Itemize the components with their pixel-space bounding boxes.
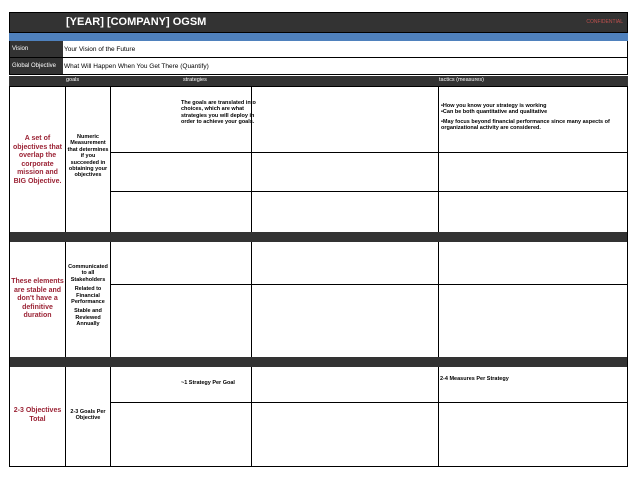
grid-divider xyxy=(438,242,439,357)
goals-header: goals xyxy=(66,77,80,83)
confidential-label: CONFIDENTIAL xyxy=(586,19,623,25)
goal-description-2 xyxy=(66,264,110,328)
goal-line: Communicated to all Stakeholders xyxy=(68,264,108,283)
objective-description-3: 2-3 Objectives Total xyxy=(13,407,62,423)
tactics-description-3: 2-4 Measures Per Strategy xyxy=(440,376,509,382)
grid-divider xyxy=(110,367,111,466)
grid-row-line xyxy=(110,284,627,285)
accent-bar xyxy=(9,33,628,41)
objective-description-1: A set of objectives that overlap the corporate mission and BIG Objective. xyxy=(12,135,62,185)
strategy-description-1: The goals are translated into choices, which are what strategies you will deploy in order to achieve your goals. xyxy=(181,100,256,126)
global-objective-label: Global Objective xyxy=(10,58,63,74)
title-banner xyxy=(9,12,628,33)
global-objective-value[interactable]: What Will Happen When You Get There (Quantify) xyxy=(64,62,209,70)
objective-description-2: These elements are stable and don't have a definitive duration xyxy=(11,278,64,320)
column-header-row xyxy=(9,76,628,86)
tactics-description-1 xyxy=(441,103,627,132)
vision-label: Vision xyxy=(10,41,63,57)
goal-description-1: Numeric Measurement that determines if you succeeded in obtaining your objectives xyxy=(67,134,109,179)
grid-divider xyxy=(251,367,252,466)
grid-divider xyxy=(251,242,252,357)
grid-divider xyxy=(438,87,439,232)
strategy-description-3: ~1 Strategy Per Goal xyxy=(181,380,235,386)
goal-line: Related to Financial Performance xyxy=(71,286,105,306)
grid-row-line xyxy=(110,402,627,403)
tactic-line: •May focus beyond financial performance since many aspects of organizational activity are considered. xyxy=(441,118,610,132)
vision-value[interactable]: Your Vision of the Future xyxy=(64,45,136,53)
goal-line: Stable and Reviewed Annually xyxy=(74,308,102,328)
grid-divider xyxy=(110,242,111,357)
goal-description-3: 2-3 Goals Per Objective xyxy=(70,409,106,422)
section-separator xyxy=(10,232,627,242)
strategies-header: strategies xyxy=(183,77,207,83)
tactic-line: •Can be both quantitative and qualitative xyxy=(441,109,548,116)
grid-row-line xyxy=(110,191,627,192)
grid-row-line xyxy=(110,152,627,153)
grid-divider xyxy=(110,87,111,232)
grid-divider xyxy=(438,367,439,466)
ogsm-grid xyxy=(9,86,628,467)
tactic-line: •How you know your strategy is working xyxy=(441,103,547,109)
section-separator xyxy=(10,357,627,367)
tactics-header: tactics (measures) xyxy=(439,77,484,83)
global-objective-row xyxy=(9,58,628,75)
page-title: [YEAR] [COMPANY] OGSM xyxy=(66,16,207,28)
vision-row xyxy=(9,41,628,58)
